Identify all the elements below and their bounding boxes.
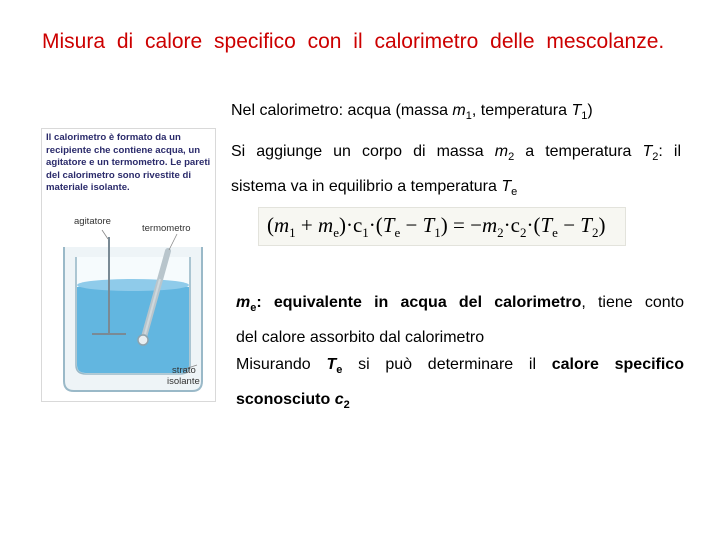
water-surface: [77, 279, 189, 291]
label-strato: strato: [172, 365, 196, 376]
line-calorimeter-contents: Nel calorimetro: acqua (massa $m_1$, temperatura $T_1$): [231, 102, 593, 123]
equilibrium-equation-box: [258, 207, 626, 246]
thermometer-bulb: [138, 335, 148, 345]
water: [77, 283, 189, 373]
label-isolante: isolante: [167, 376, 200, 387]
calorimeter-figure: [41, 128, 216, 402]
line-water-equivalent: $m_e$: equivalente in acqua del calorimetro, tiene conto del calore assorbito dal calorimetro: [236, 294, 685, 347]
figure-caption: Il calorimetro è formato da un recipiente che contiene acqua, un agitatore e un termometro. Le pareti del calorimetro sono rivestite di materiale isolante.: [46, 132, 211, 194]
equilibrium-equation: $(m_1 + m_e)\cdot c_1\cdot(T_e - T_1) = -m_2\cdot c_2\cdot(T_e - T_2)$: [267, 213, 606, 241]
label-agitatore: agitatore: [74, 216, 111, 227]
line-specific-heat: Misurando $T_e$ si può determinare il calore specifico sconosciuto $c_2$: [236, 356, 684, 412]
line-added-body: Si aggiunge un corpo di massa $m_2$ a temperatura $T_2$: il sistema va in equilibrio a temperatura $T_e$: [231, 143, 682, 199]
label-termometro: termometro: [142, 223, 191, 234]
calorimeter-illustration: [42, 129, 215, 401]
slide-title: Misura di calore specifico con il calorimetro delle mescolanze.: [42, 30, 665, 53]
